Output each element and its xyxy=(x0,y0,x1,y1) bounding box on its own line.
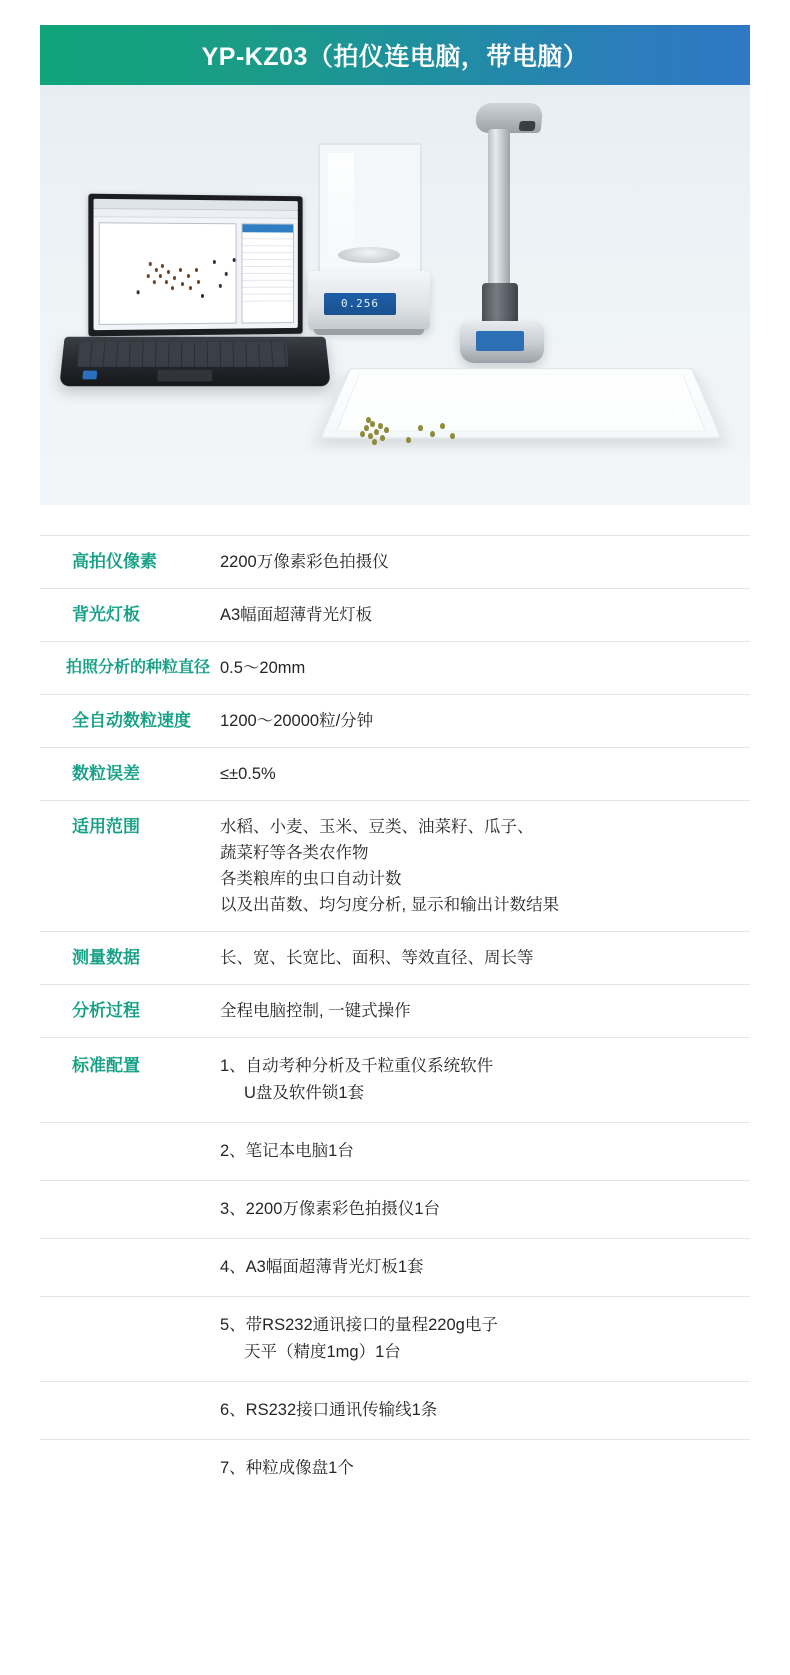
spec-value-line: 蔬菜籽等各类农作物 xyxy=(220,844,369,862)
spec-value xyxy=(220,655,750,681)
table-row xyxy=(40,932,750,985)
document-camera-illustration xyxy=(458,103,578,383)
config-item-line: U盘及软件锁1套 xyxy=(244,1084,365,1102)
config-item-line: 天平（精度1mg）1台 xyxy=(244,1343,401,1361)
spacer xyxy=(40,1254,220,1281)
table-row xyxy=(40,748,750,801)
spec-label: 分析过程 xyxy=(72,1001,140,1020)
spec-label: 适用范围 xyxy=(72,817,140,836)
spec-value-line: 长、宽、长宽比、面积、等效直径、周长等 xyxy=(220,949,534,967)
config-item-line: 4、A3幅面超薄背光灯板1套 xyxy=(220,1258,424,1276)
table-row xyxy=(40,801,750,932)
laptop-brand-badge xyxy=(82,371,97,380)
laptop-base xyxy=(59,337,330,386)
camera-base xyxy=(460,321,544,363)
spacer xyxy=(40,1312,220,1366)
spec-value-line: ≤±0.5% xyxy=(220,765,276,783)
spec-value-line: 各类粮库的虫口自动计数 xyxy=(220,870,402,888)
spec-label: 背光灯板 xyxy=(72,605,140,624)
spec-value-line: 2200万像素彩色拍摄仪 xyxy=(220,553,389,571)
electronic-balance-illustration xyxy=(308,143,438,373)
config-item xyxy=(220,1397,750,1424)
config-item xyxy=(220,1455,750,1482)
table-row xyxy=(40,1181,750,1239)
spacer xyxy=(40,1138,220,1165)
config-item-line: 1、自动考种分析及千粒重仪系统软件 xyxy=(220,1057,494,1075)
spacer xyxy=(40,1196,220,1223)
config-item xyxy=(220,1138,750,1165)
table-row xyxy=(40,695,750,748)
software-results-panel xyxy=(241,223,293,323)
spec-label: 全自动数粒速度 xyxy=(72,711,191,730)
table-row xyxy=(40,1382,750,1440)
spacer xyxy=(40,1397,220,1424)
table-row xyxy=(40,985,750,1038)
balance-display: 0.256 xyxy=(324,293,396,315)
config-item-line: 2、笔记本电脑1台 xyxy=(220,1142,354,1160)
page-banner xyxy=(40,25,750,85)
spec-value xyxy=(220,708,750,734)
table-row xyxy=(40,1123,750,1181)
table-row xyxy=(40,1239,750,1297)
software-body xyxy=(94,217,298,330)
software-screenshot xyxy=(94,199,298,330)
config-item-line: 5、带RS232通讯接口的量程220g电子 xyxy=(220,1316,498,1334)
spec-value-line: 水稻、小麦、玉米、豆类、油菜籽、瓜子、 xyxy=(220,818,534,836)
table-row-standard-configuration xyxy=(40,1038,750,1123)
page-title: YP-KZ03（拍仪连电脑，带电脑） xyxy=(201,43,589,71)
product-hero-image xyxy=(40,85,750,505)
camera-base-label xyxy=(476,331,524,351)
table-row xyxy=(40,1440,750,1497)
spec-value xyxy=(220,998,750,1024)
table-row xyxy=(40,589,750,642)
spec-label: 数粒误差 xyxy=(72,764,140,783)
spec-value xyxy=(220,945,750,971)
spec-value-line: 全程电脑控制, 一键式操作 xyxy=(220,1002,411,1020)
spec-value-line: 以及出苗数、均匀度分析, 显示和输出计数结果 xyxy=(220,896,560,914)
config-item-line: 6、RS232接口通讯传输线1条 xyxy=(220,1401,438,1419)
spec-label: 高拍仪像素 xyxy=(72,552,157,571)
spec-value-line: A3幅面超薄背光灯板 xyxy=(220,606,373,624)
spec-value xyxy=(220,602,750,628)
balance-body xyxy=(308,271,430,331)
spec-value xyxy=(220,761,750,787)
seed-sample-pile xyxy=(340,415,460,455)
spec-value xyxy=(220,814,750,918)
table-row xyxy=(40,642,750,695)
camera-head xyxy=(474,103,543,133)
spec-value xyxy=(220,549,750,575)
laptop-illustration xyxy=(62,195,322,395)
balance-weighing-pan xyxy=(338,247,400,263)
seed-analysis-canvas xyxy=(99,222,237,325)
specification-table xyxy=(40,535,750,1497)
config-item-line: 7、种粒成像盘1个 xyxy=(220,1459,354,1477)
table-row xyxy=(40,1297,750,1382)
spec-label: 测量数据 xyxy=(72,948,140,967)
config-item-line: 3、2200万像素彩色拍摄仪1台 xyxy=(220,1200,441,1218)
spacer xyxy=(40,1455,220,1482)
laptop-keyboard xyxy=(77,342,288,366)
spec-value-line: 1200～20000粒/分钟 xyxy=(220,712,374,730)
table-row xyxy=(40,535,750,589)
spec-label: 拍照分析的种粒直径 xyxy=(66,659,211,676)
laptop-screen xyxy=(88,194,302,337)
laptop-trackpad xyxy=(157,370,212,382)
config-item xyxy=(220,1053,750,1107)
config-item xyxy=(220,1196,750,1223)
spec-label: 标准配置 xyxy=(72,1056,140,1075)
balance-feet xyxy=(314,329,424,335)
spec-value-line: 0.5～20mm xyxy=(220,659,306,677)
config-item xyxy=(220,1312,750,1366)
config-item xyxy=(220,1254,750,1281)
